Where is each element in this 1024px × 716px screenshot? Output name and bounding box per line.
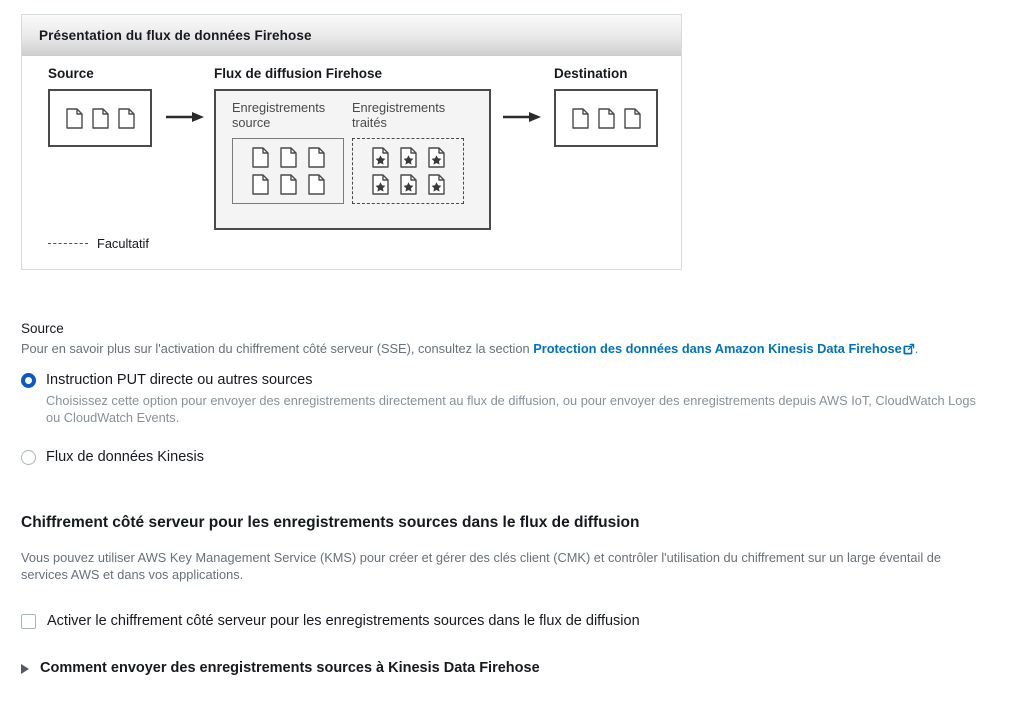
diagram-legend (48, 236, 149, 251)
radio-button-direct-put[interactable] (21, 373, 36, 388)
diagram-destination-title: Destination (554, 66, 628, 81)
source-form-content (21, 320, 1003, 678)
document-icon (252, 174, 269, 195)
document-icon (66, 108, 83, 129)
how-to-send-records-expander-label: Comment envoyer des enregistrements sources à Kinesis Data Firehose (40, 660, 540, 676)
diagram-firehose-title: Flux de diffusion Firehose (214, 66, 383, 81)
enable-sse-checkbox[interactable] (21, 614, 36, 629)
radio-option-direct-put[interactable] (21, 371, 1003, 426)
diagram-source-title: Source (48, 66, 94, 81)
document-icon (308, 174, 325, 195)
external-link-icon[interactable] (903, 343, 915, 355)
arrow-right-icon (503, 111, 541, 123)
document-star-icon (400, 147, 417, 168)
helper-text-suffix: . (914, 341, 919, 356)
radio-button-kinesis-data-stream[interactable] (21, 450, 36, 465)
document-icon (280, 174, 297, 195)
document-star-icon (428, 147, 445, 168)
diagram-destination-box (554, 89, 658, 147)
dashed-line-icon (48, 243, 88, 244)
diagram-source-records-container (232, 138, 344, 204)
diagram-source-records-label: Enregistrements source (232, 100, 326, 130)
radio-option-kinesis-data-stream[interactable] (21, 448, 1003, 467)
radio-description-direct-put: Choisissez cette option pour envoyer des enregistrements directement au flux de diffusion, ou pour envoyer des enregistrements depuis AWS IoT, CloudWatch Logs ou CloudWatch Events. (46, 393, 976, 425)
caret-right-icon[interactable] (21, 664, 29, 674)
source-section-label: Source (21, 321, 64, 336)
document-icon (624, 108, 641, 129)
sse-section-description: Vous pouvez utiliser AWS Key Management Service (KMS) pour créer et gérer des clés client (CMK) et contrôler l'utilisation du chiffrement sur un large éventail de services AWS et dans vos applications. (21, 550, 941, 582)
diagram-processed-records-container (352, 138, 464, 204)
diagram-source-box (48, 89, 152, 147)
source-type-radio-group (21, 371, 1003, 467)
sse-section-title: Chiffrement côté serveur pour les enregistrements sources dans le flux de diffusion (21, 514, 640, 531)
source-section-helper-text (21, 340, 1003, 357)
radio-label-kinesis-data-stream: Flux de données Kinesis (46, 449, 204, 465)
document-icon (280, 147, 297, 168)
document-star-icon (372, 147, 389, 168)
document-icon (598, 108, 615, 129)
document-icon (308, 147, 325, 168)
enable-sse-checkbox-label: Activer le chiffrement côté serveur pour les enregistrements sources dans le flux de diffusion (47, 613, 640, 629)
enable-sse-checkbox-row[interactable] (21, 612, 1003, 631)
diagram-canvas (22, 56, 681, 269)
document-icon (118, 108, 135, 129)
data-protection-documentation-link[interactable]: Protection des données dans Amazon Kinesis Data Firehose (533, 341, 902, 356)
firehose-data-flow-diagram-panel (21, 14, 682, 270)
server-side-encryption-section (21, 513, 1003, 631)
processed-records-documents-group (353, 139, 463, 203)
document-icon (252, 147, 269, 168)
helper-text-prefix: Pour en savoir plus sur l'activation du chiffrement côté serveur (SSE), consultez la section (21, 341, 534, 356)
document-star-icon (372, 174, 389, 195)
diagram-firehose-box (214, 89, 491, 230)
document-star-icon (400, 174, 417, 195)
document-icon (572, 108, 589, 129)
diagram-panel-header (22, 15, 681, 56)
radio-label-direct-put: Instruction PUT directe ou autres sources (46, 372, 313, 388)
destination-documents-group (556, 91, 656, 145)
source-records-documents-group (233, 139, 343, 203)
diagram-legend-label: Facultatif (97, 236, 149, 251)
source-documents-group (50, 91, 150, 145)
arrow-right-icon (166, 111, 204, 123)
document-star-icon (428, 174, 445, 195)
diagram-processed-records-label: Enregistrements traités (352, 100, 446, 130)
how-to-send-records-expander[interactable] (21, 659, 540, 678)
document-icon (92, 108, 109, 129)
diagram-panel-title: Présentation du flux de données Firehose (39, 27, 312, 43)
